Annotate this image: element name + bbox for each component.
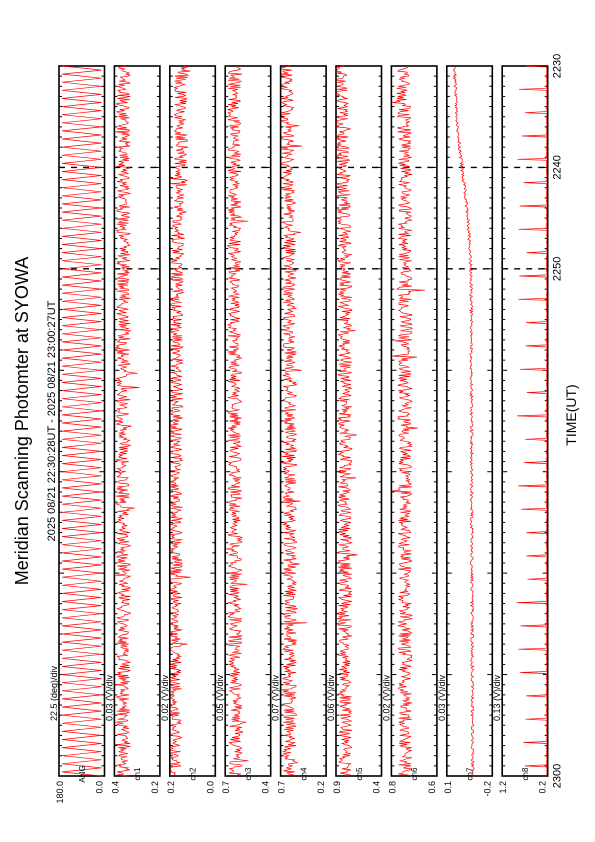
panel-name: ch6 bbox=[410, 767, 420, 781]
y-tick-top: 0.7 bbox=[221, 781, 232, 794]
panel-ch6 bbox=[381, 66, 437, 794]
panel-name: ANG bbox=[77, 765, 87, 783]
y-tick-top: 0.9 bbox=[332, 781, 342, 794]
panel-scale: 0.02 (V)/div bbox=[381, 674, 392, 721]
x-tick-label: 2240 bbox=[551, 155, 564, 180]
panel-scale: 0.05 (V)/div bbox=[215, 674, 226, 721]
y-tick-bottom: 0.2 bbox=[537, 781, 548, 794]
y-tick-top: 0.7 bbox=[276, 781, 287, 794]
panel-scale: 0.13 (V)/div bbox=[492, 674, 503, 721]
panel-name: ch3 bbox=[243, 767, 253, 781]
y-tick-bottom: 0.0 bbox=[205, 781, 216, 794]
panel-scale: 0.06 (V)/div bbox=[326, 674, 336, 721]
y-tick-top: 180.0 bbox=[55, 781, 65, 804]
y-tick-top: 0.1 bbox=[442, 781, 453, 794]
x-tick-label: 2250 bbox=[551, 256, 564, 282]
panel-ch1 bbox=[104, 66, 159, 794]
panel-ch5 bbox=[326, 66, 382, 794]
panel-frame bbox=[391, 66, 437, 776]
panel-ch2 bbox=[160, 66, 216, 794]
panel-frame bbox=[447, 66, 493, 776]
panel-ch3 bbox=[215, 66, 271, 794]
panel-name: ch4 bbox=[299, 767, 309, 781]
y-tick-bottom: 0.4 bbox=[371, 781, 382, 794]
panel-scale: 0.07 (V)/div bbox=[270, 674, 281, 721]
y-tick-top: 0.2 bbox=[165, 781, 176, 794]
x-tick-label: 2230 bbox=[551, 53, 564, 79]
panel-scale: 0.03 (V)/div bbox=[104, 674, 115, 721]
y-tick-bottom: 0.0 bbox=[94, 781, 105, 794]
y-tick-bottom: -0.2 bbox=[482, 781, 493, 797]
panel-frame bbox=[336, 66, 382, 776]
panel-scale: 0.03 (V)/div bbox=[436, 674, 447, 721]
panel-frame bbox=[502, 66, 548, 776]
panel-name: ch1 bbox=[133, 767, 143, 781]
x-tick-label: 2300 bbox=[551, 763, 564, 789]
panel-name: ch5 bbox=[354, 767, 364, 781]
x-tick-labels bbox=[552, 54, 564, 788]
panel-ch4 bbox=[271, 66, 327, 794]
panel-frame bbox=[114, 66, 159, 776]
panel-name: ch2 bbox=[188, 767, 198, 781]
y-tick-bottom: 0.6 bbox=[426, 781, 437, 794]
panel-name: ch7 bbox=[465, 767, 475, 781]
y-tick-bottom: 0.4 bbox=[260, 781, 271, 794]
panel-scale: 0.02 (V)/div bbox=[159, 674, 170, 721]
chart-title: Meridian Scanning Photomter at SYOWA bbox=[12, 256, 32, 586]
panels bbox=[49, 66, 548, 804]
panel-ch7 bbox=[437, 66, 493, 797]
panel-scale: 22.5 (deg)/div bbox=[49, 665, 59, 721]
y-tick-bottom: 0.2 bbox=[149, 781, 160, 794]
panel-name: ch8 bbox=[520, 767, 530, 781]
chart-subtitle: 2025 08/21 22:30:28UT - 2025 08/21 23:00:27UT bbox=[46, 300, 58, 542]
y-tick-top: 0.4 bbox=[110, 781, 121, 794]
panel-ch8 bbox=[492, 66, 548, 794]
x-axis-label: TIME(UT) bbox=[563, 384, 579, 446]
y-tick-bottom: 0.2 bbox=[316, 781, 327, 794]
y-tick-top: 0.8 bbox=[387, 781, 398, 794]
y-tick-top: 1.2 bbox=[498, 781, 509, 794]
